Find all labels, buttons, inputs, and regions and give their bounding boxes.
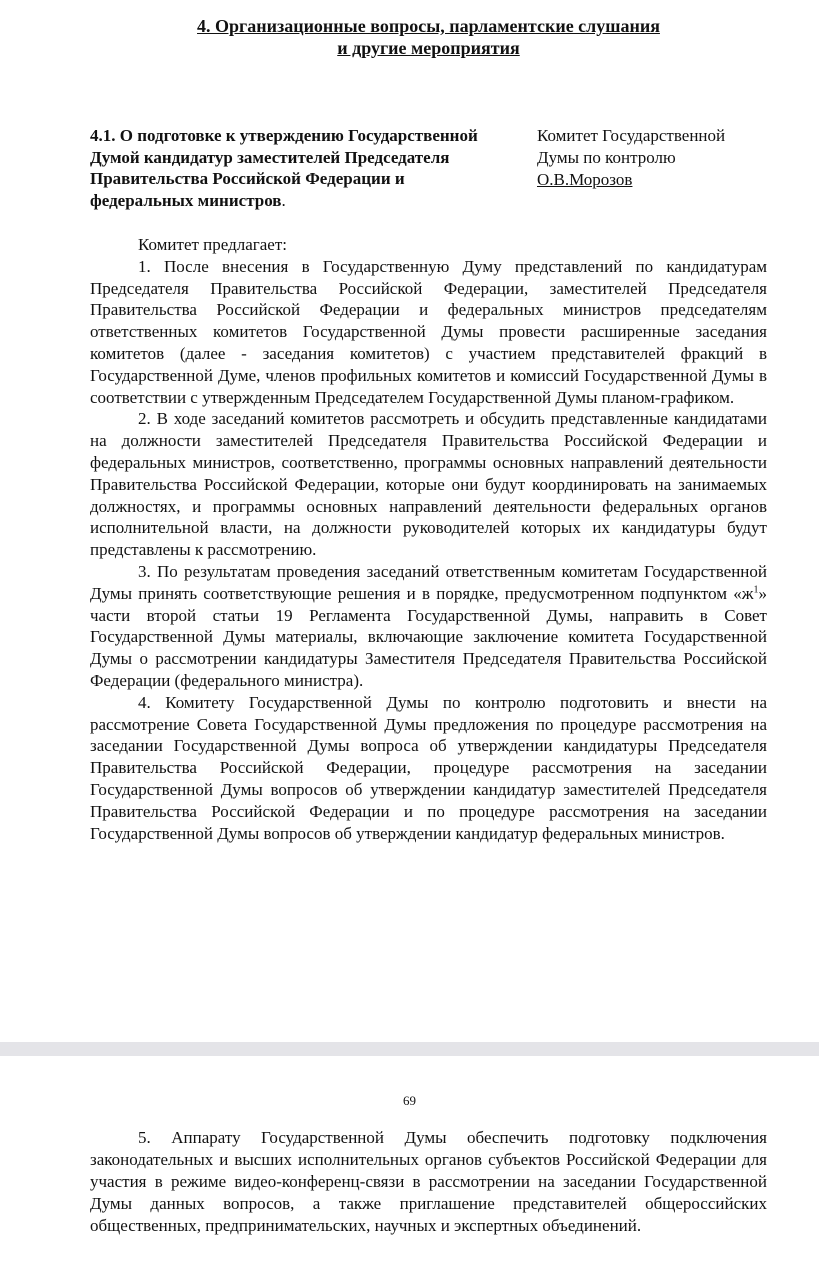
section-heading-line-1: 4. Организационные вопросы, парламентские слушания [197,16,660,36]
responsible-committee [537,125,787,191]
paragraph-3-part-2: » части второй статьи 19 Регламента Государственной Думы, направить в Совет Государственной Думы материалы, включающие заключение комитета Государственной Думы о рассмотрении кандидатуры Заместителя Председателя Правительства Российской Федерации (федерального министра). [90,583,767,690]
paragraph-3-part-1: 3. По результатам проведения заседаний ответственным комитетам Государственной Думы принять соответствующие решения и в порядке, предусмотренном подпунктом «ж [90,561,767,603]
paragraph-3 [90,561,767,692]
page-2-body [90,1127,767,1237]
section-heading-line-2: и другие мероприятия [337,38,520,58]
paragraph-1: 1. После внесения в Государственную Думу представлений по кандидатурам Председателя Правительства Российской Федерации, заместителей Председателя Правительства Российской Федерации и федеральных министров председателям ответственных комитетов Государственной Думы провести расширенные заседания комитетов (далее - заседания комитетов) с участием представителей фракций в Государственной Думе, членов профильных комитетов и комиссий Государственной Думы в соответствии с утвержденным Председателем Государственной Думы планом-графиком. [90,256,767,407]
item-title-period: . [281,190,286,210]
page-gap [0,1042,819,1056]
intro-paragraph: Комитет предлагает: [138,235,287,254]
responsible-line-1: Комитет Государственной [537,126,726,145]
paragraph-5: 5. Аппарату Государственной Думы обеспечить подготовку подключения законодательных и высших исполнительных органов субъектов Российской Федерации для участия в режиме видео-конференц-связи в рассмотрении на заседании Государственной Думы данных вопросов, а также приглашение представителей общероссийских общественных, предпринимательских, научных и экспертных объединений. [90,1128,767,1235]
page-number: 69 [403,1093,416,1108]
section-heading [90,15,767,59]
paragraph-3-superscript: 1 [753,584,759,596]
paragraph-2: 2. В ходе заседаний комитетов рассмотреть и обсудить представленные кандидатами на должности заместителей Председателя Правительства Российской Федерации и федеральных министров, соответственно, программы основных направлений деятельности Правительства Российской Федерации, которые они будут координировать на занимаемых должностях, и программы основных направлений деятельности федеральных органов исполнительной власти, на должности руководителей которых их кандидатуры будут представлены к рассмотрению. [90,409,767,560]
responsible-person: О.В.Морозов [537,170,633,189]
item-body [90,234,767,844]
paragraph-4: 4. Комитету Государственной Думы по контролю подготовить и внести на рассмотрение Совета Государственной Думы предложения по процедуре рассмотрения на заседании Государственной Думы вопроса об утверждении кандидатуры Председателя Правительства Российской Федерации, процедуре рассмотрения на заседании Государственной Думы вопросов об утверждении кандидатур заместителей Председателя Правительства Российской Федерации и по процедуре рассмотрения на заседании Государственной Думы вопросов об утверждении кандидатур федеральных министров. [90,692,767,843]
item-title-text: 4.1. О подготовке к утверждению Государственной Думой кандидатур заместителей Председателя Правительства Российской Федерации и федеральных министров [90,126,478,210]
item-title [90,125,490,211]
responsible-line-2: Думы по контролю [537,148,676,167]
